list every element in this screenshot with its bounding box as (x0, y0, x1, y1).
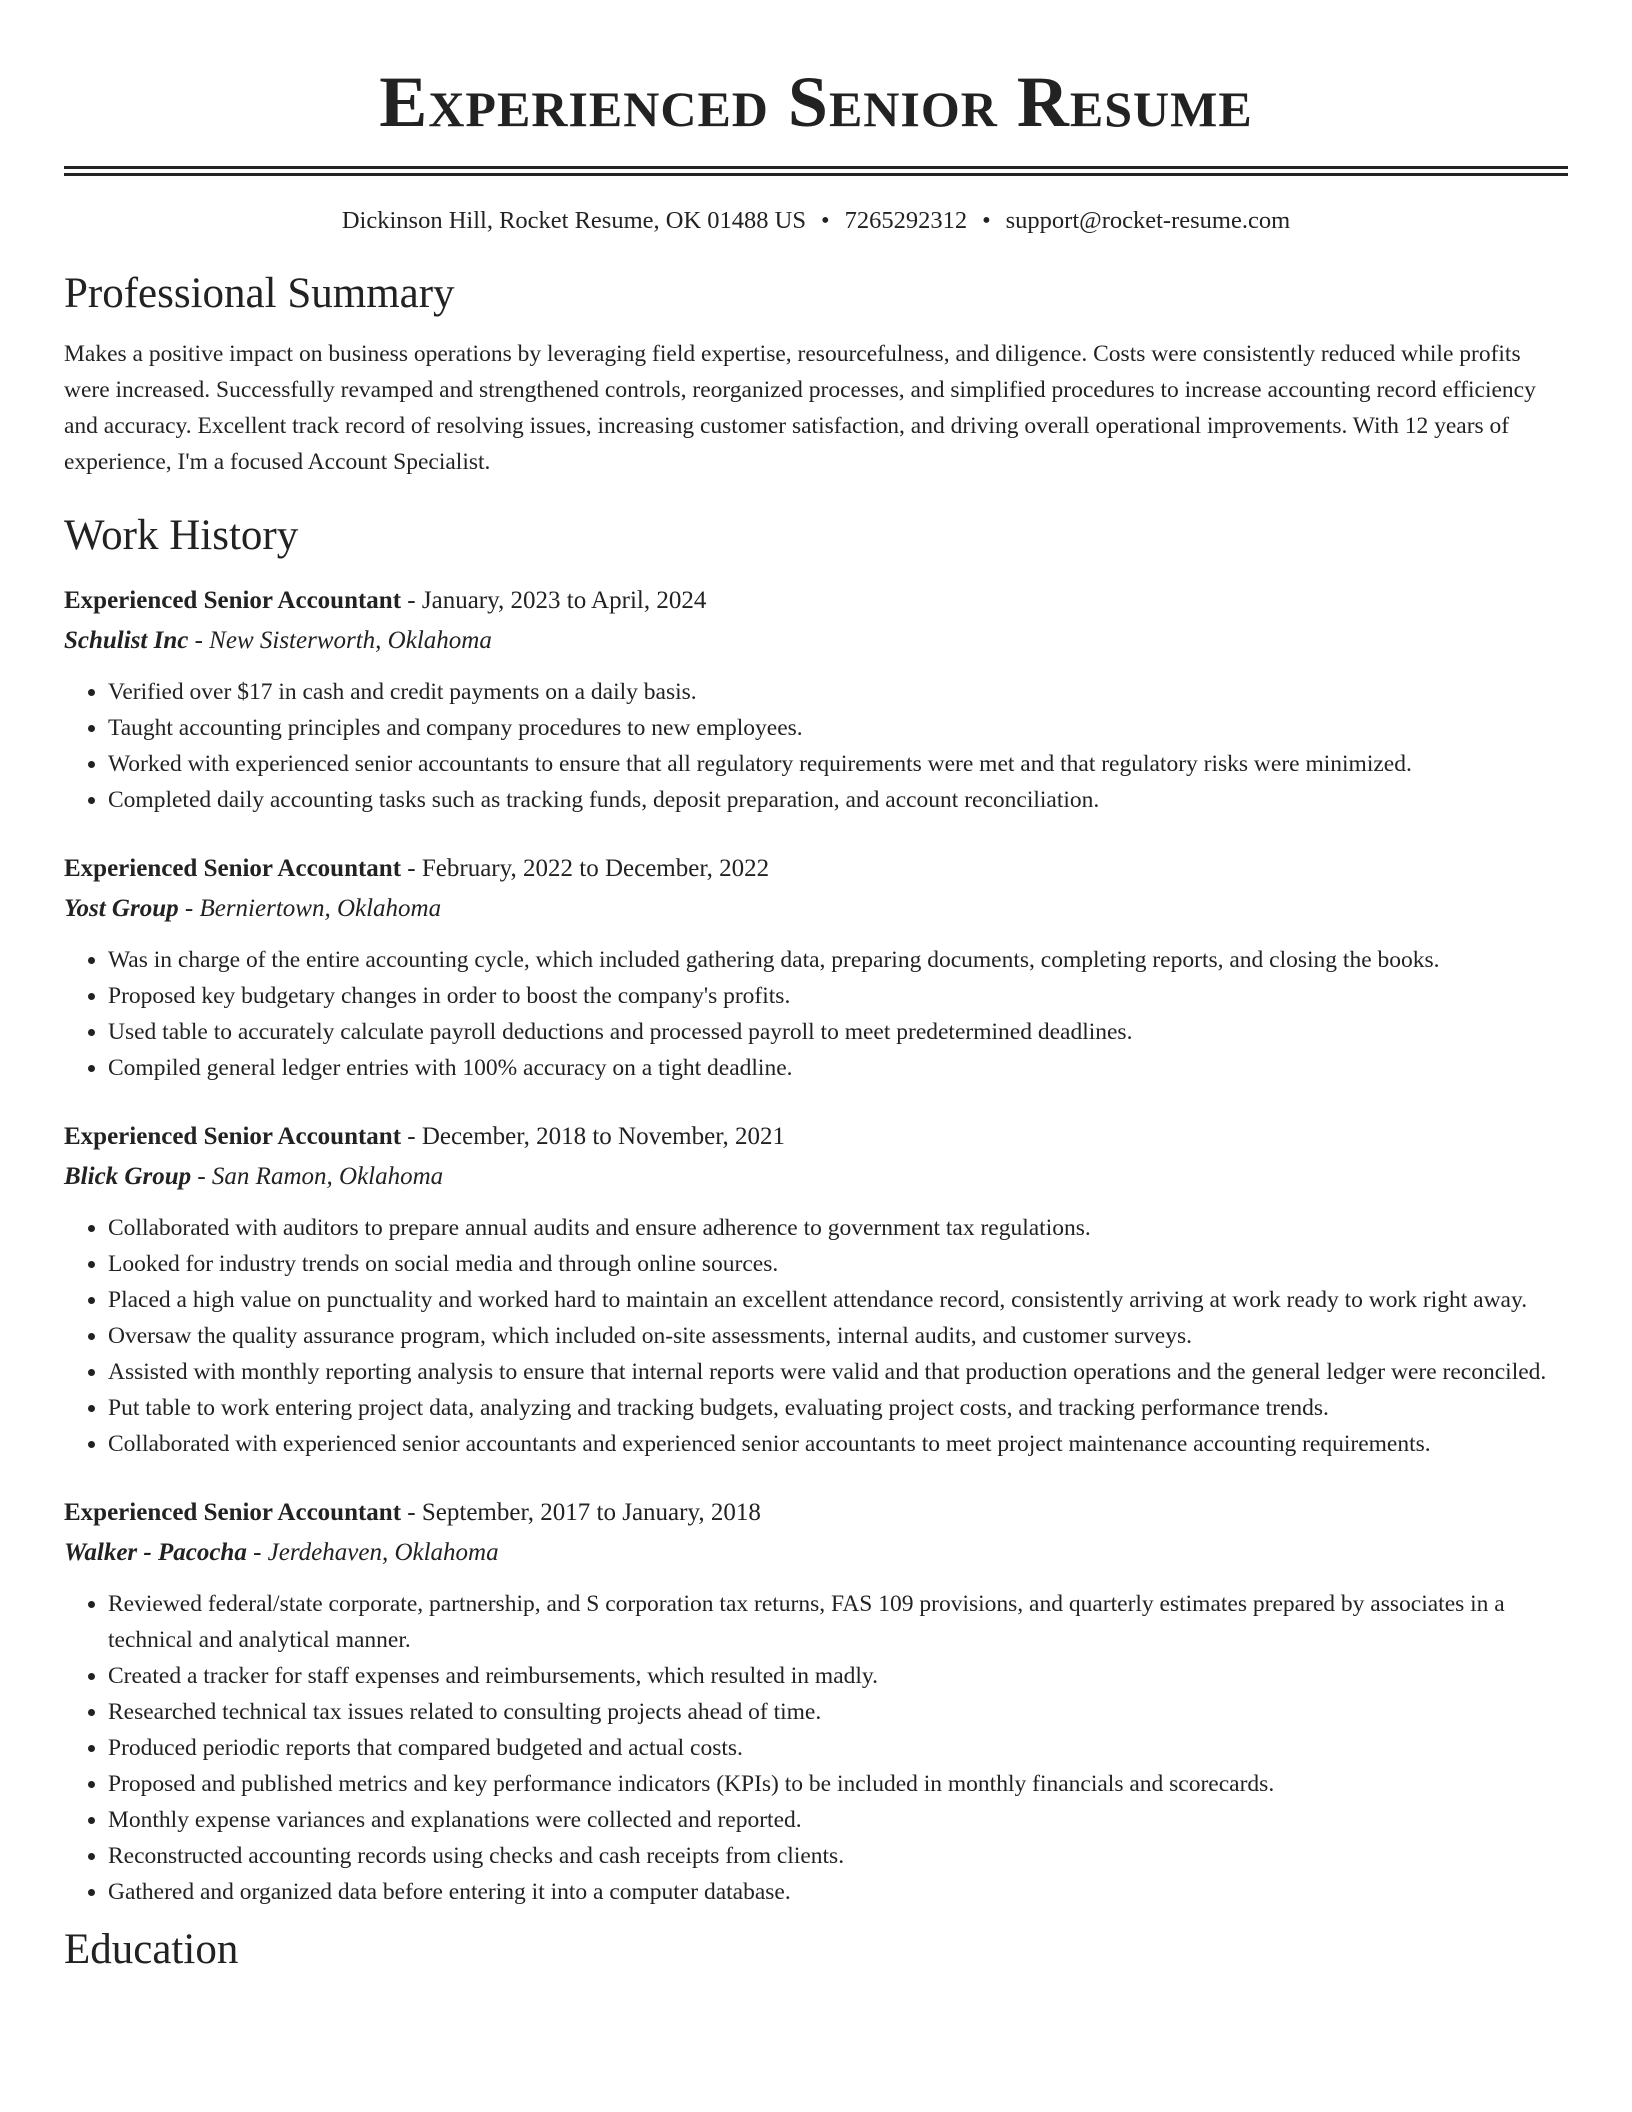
job-title: Experienced Senior Accountant (64, 587, 402, 614)
contact-line (64, 204, 1568, 238)
job-dates: - December, 2018 to November, 2021 (401, 1123, 786, 1150)
job-bullet: • Gathered and organized data before entering it into a computer database. (108, 1874, 1568, 1910)
summary-heading: Professional Summary (64, 270, 455, 317)
job-title-line (64, 850, 1568, 888)
job-location: - Berniertown, Oklahoma (178, 895, 442, 922)
job-bullet-list (64, 942, 1568, 1086)
contact-separator: • (820, 207, 830, 234)
job-bullet: • Used table to accurately calculate payroll deductions and processed payroll to meet predetermined deadlines. (108, 1014, 1568, 1050)
job-bullet: • Monthly expense variances and explanations were collected and reported. (108, 1802, 1568, 1838)
job-location: - New Sisterworth, Oklahoma (188, 627, 492, 654)
job-location: - San Ramon, Oklahoma (191, 1163, 444, 1190)
job-bullet: • Looked for industry trends on social media and through online sources. (108, 1246, 1568, 1282)
job-title-line (64, 1494, 1568, 1532)
resume-title: Experienced Senior Resume (379, 62, 1253, 142)
job-bullet: • Reconstructed accounting records using checks and cash receipts from clients. (108, 1838, 1568, 1874)
contact-phone: 7265292312 (844, 207, 968, 234)
job-bullet: • Verified over $17 in cash and credit payments on a daily basis. (108, 674, 1568, 710)
job-bullet: • Taught accounting principles and company procedures to new employees. (108, 710, 1568, 746)
job-bullet: • Placed a high value on punctuality and worked hard to maintain an excellent attendance record, consistently arriving at work ready to work right away. (108, 1282, 1568, 1318)
job-bullet: • Collaborated with experienced senior accountants and experienced senior accountants to meet project maintenance accounting requirements. (108, 1426, 1568, 1462)
job-company-line (64, 1534, 1568, 1572)
title-divider (64, 166, 1568, 176)
job-bullet: • Put table to work entering project data, analyzing and tracking budgets, evaluating project costs, and tracking performance trends. (108, 1390, 1568, 1426)
job-dates: - February, 2022 to December, 2022 (401, 855, 770, 882)
job-bullet: • Assisted with monthly reporting analysis to ensure that internal reports were valid and that production operations and the general ledger were reconciled. (108, 1354, 1568, 1390)
job-entry (64, 1494, 1568, 1910)
job-bullet-list (64, 1586, 1568, 1910)
job-company: Yost Group (64, 895, 179, 922)
job-bullet: • Reviewed federal/state corporate, partnership, and S corporation tax returns, FAS 109 provisions, and quarterly estimates prepared by associates in a technical and analytical manner. (108, 1586, 1568, 1658)
job-title: Experienced Senior Accountant (64, 855, 402, 882)
job-dates: - January, 2023 to April, 2024 (401, 587, 707, 614)
job-bullet: • Oversaw the quality assurance program, which included on-site assessments, internal audits, and customer surveys. (108, 1318, 1568, 1354)
job-company: Walker - Pacocha (64, 1539, 247, 1566)
job-bullet: • Worked with experienced senior accountants to ensure that all regulatory requirements were met and that regulatory risks were minimized. (108, 746, 1568, 782)
job-company: Blick Group (64, 1163, 192, 1190)
job-bullet: • Compiled general ledger entries with 100% accuracy on a tight deadline. (108, 1050, 1568, 1086)
job-location: - Jerdehaven, Oklahoma (246, 1539, 499, 1566)
job-entry (64, 582, 1568, 818)
job-entry (64, 850, 1568, 1086)
job-bullet: • Created a tracker for staff expenses and reimbursements, which resulted in madly. (108, 1658, 1568, 1694)
contact-address: Dickinson Hill, Rocket Resume, OK 01488 US (341, 207, 806, 234)
job-entry (64, 1118, 1568, 1462)
job-bullet: • Was in charge of the entire accounting cycle, which included gathering data, preparing documents, completing reports, and closing the books. (108, 942, 1568, 978)
job-title-line (64, 1118, 1568, 1156)
job-company-line (64, 622, 1568, 660)
job-company-line (64, 890, 1568, 928)
job-company-line (64, 1158, 1568, 1196)
work-history-heading: Work History (64, 512, 299, 559)
job-bullet: • Proposed and published metrics and key performance indicators (KPIs) to be included in monthly financials and scorecards. (108, 1766, 1568, 1802)
job-bullet: • Researched technical tax issues related to consulting projects ahead of time. (108, 1694, 1568, 1730)
job-bullet-list (64, 674, 1568, 818)
contact-separator: • (982, 207, 991, 234)
job-dates: - September, 2017 to January, 2018 (401, 1499, 761, 1526)
job-bullet: • Produced periodic reports that compared budgeted and actual costs. (108, 1730, 1568, 1766)
summary-text: Makes a positive impact on business operations by leveraging field expertise, resourcefulness, and diligence. Costs were consistently reduced while profits were increased. Successfully revamped and strengthened controls, reorganized processes, and simplified procedures to increase accounting record efficiency and accuracy. Excellent track record of resolving issues, increasing customer satisfaction, and driving overall operational improvements. With 12 years of experience, I'm a focused Account Specialist. (64, 341, 1536, 475)
job-bullet: • Proposed key budgetary changes in order to boost the company's profits. (108, 978, 1568, 1014)
job-company: Schulist Inc (64, 627, 189, 654)
job-bullet: • Collaborated with auditors to prepare annual audits and ensure adherence to government tax regulations. (108, 1210, 1568, 1246)
job-bullet: • Completed daily accounting tasks such as tracking funds, deposit preparation, and account reconciliation. (108, 782, 1568, 818)
job-title: Experienced Senior Accountant (64, 1499, 402, 1526)
contact-email[interactable]: support@rocket-resume.com (1005, 207, 1291, 234)
job-title: Experienced Senior Accountant (64, 1123, 402, 1150)
job-title-line (64, 582, 1568, 620)
job-bullet-list (64, 1210, 1568, 1462)
education-heading: Education (64, 1926, 239, 1973)
